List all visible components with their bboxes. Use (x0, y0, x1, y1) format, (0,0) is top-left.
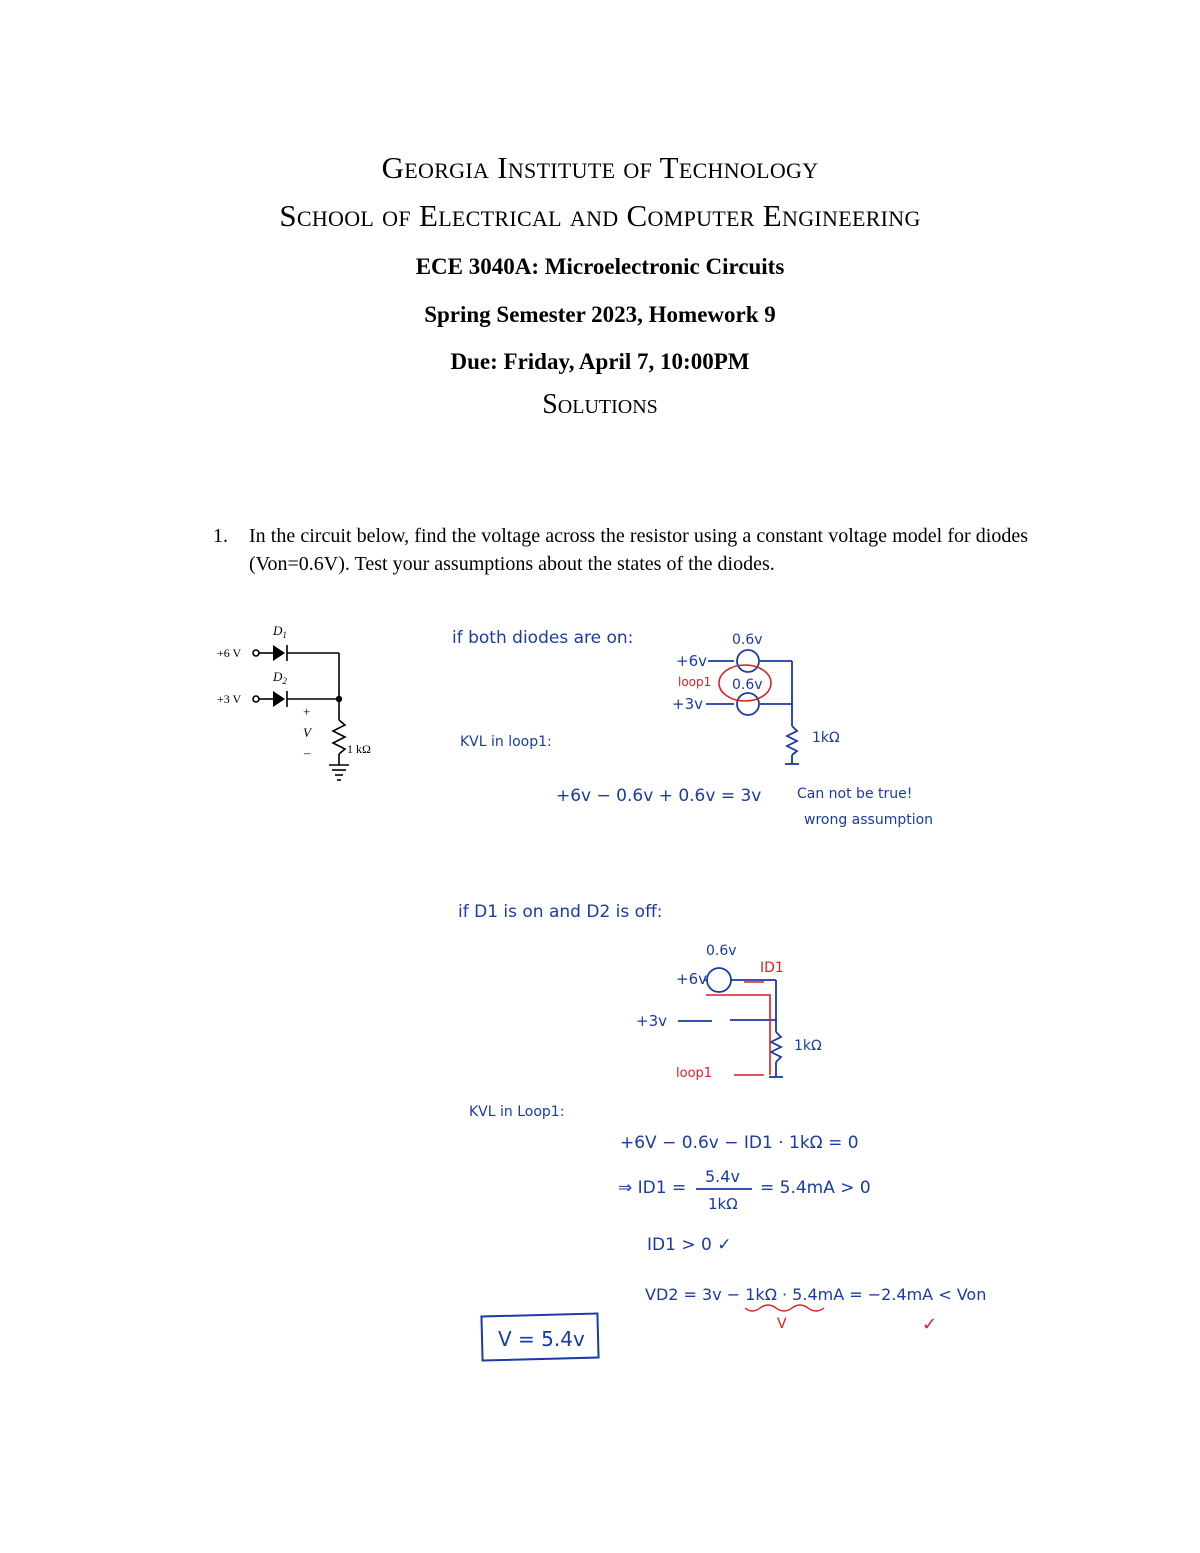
kvl1-heading: KVL in loop1: (460, 734, 552, 750)
kvl2-equation2-rhs: = 5.4mA > 0 (760, 1178, 871, 1198)
case2-loop: loop1 (676, 1066, 713, 1081)
case1-drop2: 0.6v (732, 677, 763, 693)
case1-sketch (706, 650, 799, 764)
problem-text: In the circuit below, find the voltage across the resistor using a constant voltage model for diodes (Von=0.6V). Test your assumptions about the states of the diodes. (249, 525, 1028, 575)
red-underline (745, 1305, 824, 1311)
school-title: School of Electrical and Computer Engineering (279, 198, 921, 233)
source-3v-label: +3 V (217, 692, 242, 706)
minus-sign: – (304, 745, 311, 760)
semester-line: Spring Semester 2023, Homework 9 (424, 302, 776, 327)
case2-src2: +3v (636, 1012, 667, 1030)
kvl2-equation2-denominator: 1kΩ (708, 1195, 738, 1213)
case1-heading: if both diodes are on: (452, 628, 634, 648)
d2-label: $D_2$ (273, 669, 287, 686)
due-line: Due: Friday, April 7, 10:00PM (450, 349, 750, 374)
check-id1: ID1 > 0 ✓ (647, 1235, 732, 1255)
case2-current: ID1 (760, 960, 784, 976)
plus-sign: + (303, 704, 311, 719)
check-vd2-unit: V (777, 1316, 787, 1332)
institute-title: Georgia Institute of Technology (381, 150, 819, 185)
case1-src1: +6v (676, 652, 707, 670)
d1-label: $D_1$ (273, 623, 287, 640)
case1-resistor: 1kΩ (812, 730, 840, 746)
solutions-heading: Solutions (542, 389, 658, 420)
case2-heading: if D1 is on and D2 is off: (458, 902, 663, 922)
kvl2-equation2-numerator: 5.4v (705, 1167, 740, 1186)
kvl1-note1: Can not be true! (797, 786, 913, 802)
kvl2-equation2-lhs: ⇒ ID1 = (618, 1178, 687, 1198)
check-vd2: VD2 = 3v − 1kΩ · 5.4mA = −2.4mA < Von (645, 1285, 987, 1304)
case2-resistor: 1kΩ (794, 1038, 822, 1054)
kvl2-heading: KVL in Loop1: (469, 1104, 565, 1120)
problem-number: 1. (213, 525, 228, 547)
kvl1-equation: +6v − 0.6v + 0.6v = 3v (556, 786, 762, 806)
kvl2-equation1: +6V − 0.6v − ID1 · 1kΩ = 0 (620, 1133, 859, 1153)
case2-drop: 0.6v (706, 943, 737, 959)
case1-loop: loop1 (678, 675, 712, 689)
final-answer: V = 5.4v (498, 1327, 585, 1351)
source-6v-label: +6 V (217, 646, 242, 660)
kvl1-note2: wrong assumption (804, 812, 934, 828)
course-title: ECE 3040A: Microelectronic Circuits (415, 254, 785, 279)
voltage-label: V (303, 725, 311, 740)
case1-drop1: 0.6v (732, 632, 763, 648)
case1-src2: +3v (672, 695, 703, 713)
case2-src1: +6v (676, 970, 707, 988)
check-tick: ✓ (922, 1314, 938, 1335)
resistor-label: 1 kΩ (347, 742, 371, 756)
case2-loop-path (706, 982, 770, 1075)
